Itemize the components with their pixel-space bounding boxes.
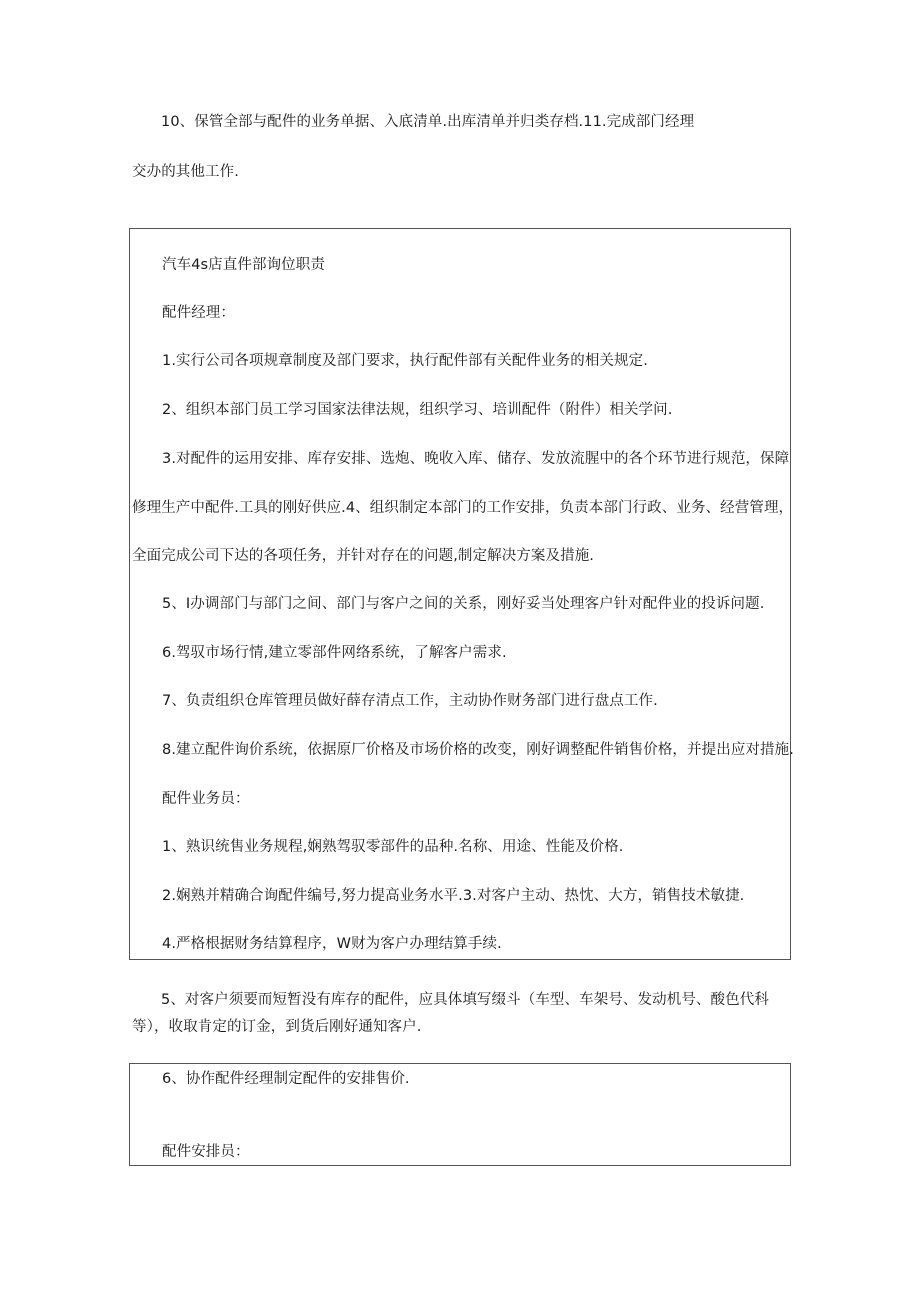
- intro-line-2: 交办的其他工作.: [132, 164, 239, 180]
- box-title: 汽车4s店直件部询位职责: [162, 257, 325, 273]
- middle-line-2: 等），收取肯定的订金，到货后刚好通知客户.: [132, 1019, 422, 1035]
- manager-item-3-line-3: 全面完成公司下达的各项任务，并针对存在的问题,制定解决方案及措施.: [132, 548, 595, 564]
- staff-heading: 配件业务员：: [162, 791, 250, 807]
- manager-item-6: 6.驾驭市场行情,建立零部件网络系统，了解客户需求.: [162, 645, 507, 661]
- staff-item-4: 4.严格根据财务结算程序，W财为客户办理结算手续.: [162, 936, 502, 952]
- staff-item-2: 2.娴熟并精确合询配件编号,努力提高业务水平.3.对客户主动、热忱、大方，销售技术敏捷.: [162, 888, 745, 904]
- scheduler-heading: 配件安排员：: [162, 1144, 250, 1160]
- manager-item-3-line-1: 3.对配件的运用安排、库存安排、选炮、晚收入库、储存、发放流腥中的各个环节进行规范，保障: [162, 451, 790, 467]
- manager-item-3-line-2: 修理生产中配件.工具的刚好供应.4、组织制定本部门的工作安排，负责本部门行政、业务、经营管理，: [132, 500, 794, 516]
- middle-line-1: 5、对客户须要而短暂没有库存的配件，应具体填写缀斗（车型、车架号、发动机号、酸色代科: [161, 992, 769, 1008]
- schedule-item-6: 6、协作配件经理制定配件的安排售价.: [162, 1071, 410, 1087]
- manager-item-8: 8.建立配件询价系统，依据原厂价格及市场价格的改变，刚好调整配件销售价格，并提出应对措施.: [162, 742, 794, 758]
- intro-line-1: 10、保管全部与配件的业务单据、入底清单.出库清单并归类存档.11.完成部门经理: [161, 114, 695, 130]
- schedule-box: [129, 1063, 791, 1166]
- manager-heading: 配件经理：: [162, 305, 235, 321]
- manager-item-7: 7、负责组织仓库管理员做好薛存清点工作，主动协作财务部门进行盘点工作.: [162, 693, 658, 709]
- manager-item-5: 5、I办调部门与部门之间、部门与客户之间的关系，刚好妥当处理客户针对配件业的投诉问题.: [162, 596, 765, 612]
- manager-item-2: 2、组织本部门员工学习国家法律法规，组织学习、培训配件（附件）相关学问.: [162, 402, 673, 418]
- staff-item-1: 1、熟识统售业务规程,娴熟驾驭零部件的品种.名称、用途、性能及价格.: [162, 839, 624, 855]
- manager-item-1: 1.实行公司各项规章制度及部门要求，执行配件部有关配件业务的相关规定.: [162, 353, 648, 369]
- duties-box: [129, 228, 794, 960]
